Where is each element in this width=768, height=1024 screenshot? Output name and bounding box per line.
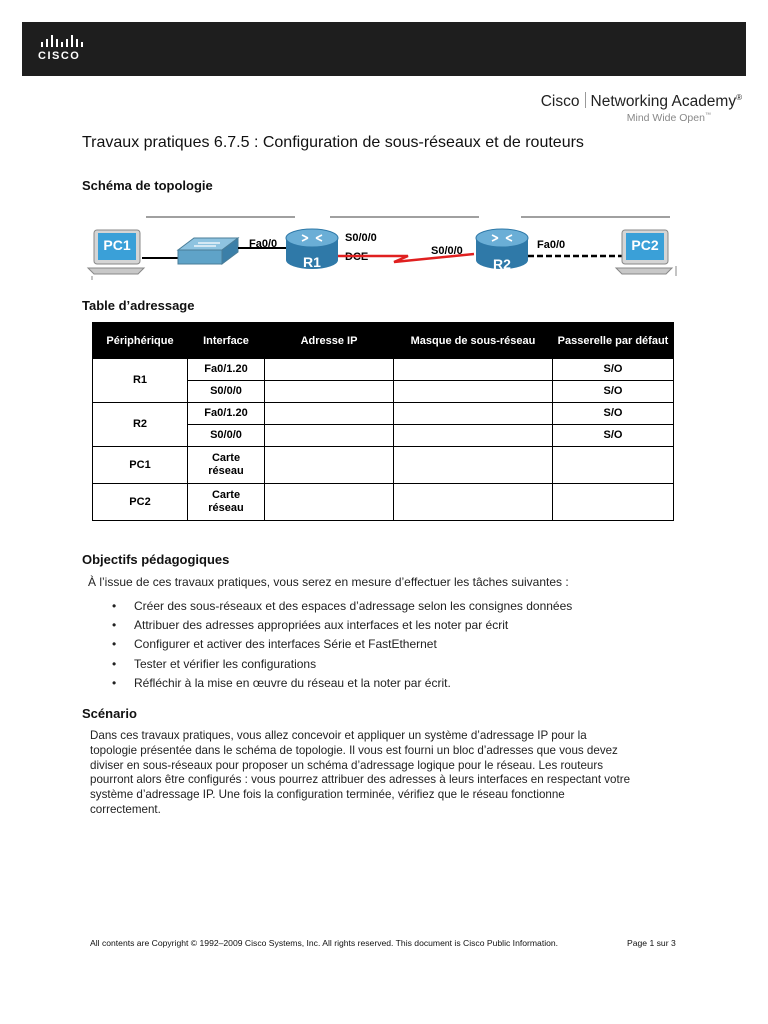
r1-label: R1 [303, 254, 321, 270]
ip-cell [265, 447, 394, 484]
interface-cell: Fa0/1.20 [188, 359, 265, 381]
mask-cell [394, 447, 553, 484]
gateway-cell: S/O [553, 359, 674, 381]
cisco-logo [38, 35, 90, 65]
list-item [112, 637, 572, 656]
col-mask: Masque de sous-réseau [394, 323, 553, 359]
interface-cell: Carte réseau [188, 484, 265, 521]
r1-fa-label: Fa0/0 [249, 238, 278, 250]
ip-cell [265, 359, 394, 381]
mask-cell [394, 403, 553, 425]
table-row [93, 447, 674, 484]
scenario-line: topologie présentée dans le schéma de topologie. Il vous est fourni un bloc d’adresses que vous devez [90, 743, 618, 757]
gateway-cell: S/O [553, 381, 674, 403]
scenario-line: correctement. [90, 802, 161, 816]
topology-diagram [82, 210, 690, 288]
bullet: • [112, 656, 117, 671]
interface-cell: S0/0/0 [188, 381, 265, 403]
gateway-cell [553, 484, 674, 521]
list-item [112, 676, 572, 695]
objectives-intro: À l’issue de ces travaux pratiques, vous serez en mesure d’effectuer les tâches suivantes : [88, 575, 569, 589]
ip-cell [265, 381, 394, 403]
list-item-text: Configurer et activer des interfaces Série et FastEthernet [134, 637, 437, 652]
ip-cell [265, 484, 394, 521]
r2-fa-label: Fa0/0 [537, 239, 566, 251]
gateway-cell [553, 447, 674, 484]
ip-cell [265, 403, 394, 425]
col-gateway: Passerelle par défaut [553, 323, 674, 359]
ip-cell [265, 425, 394, 447]
bullet: • [112, 618, 117, 633]
r1-serial-label: S0/0/0 [345, 232, 377, 244]
table-row [93, 359, 674, 381]
list-item-text: Attribuer des adresses appropriées aux interfaces et les noter par écrit [134, 618, 509, 633]
list-item [112, 599, 572, 618]
page-title: Travaux pratiques 6.7.5 : Configuration de sous-réseaux et de routeurs [82, 134, 584, 151]
mask-cell [394, 381, 553, 403]
footer-copyright: All contents are Copyright © 1992–2009 Cisco Systems, Inc. All rights reserved. This document is Cisco Public Information. [90, 938, 559, 948]
academy-tagline: Mind Wide Open [626, 112, 705, 124]
bullet: • [112, 599, 117, 613]
interface-cell: S0/0/0 [188, 425, 265, 447]
academy-mark: ® [736, 92, 742, 102]
gateway-cell: S/O [553, 403, 674, 425]
col-device: Périphérique [93, 323, 188, 359]
table-row [93, 484, 674, 521]
table-row [93, 403, 674, 425]
col-interface: Interface [188, 323, 265, 359]
r2-label: R2 [493, 256, 511, 272]
scenario-line: système d’adressage IP. Une fois la configuration terminée, vérifiez que le réseau fonctionne [90, 788, 565, 802]
device-cell: R1 [93, 359, 188, 403]
addressing-heading: Table d’adressage [82, 298, 195, 313]
scenario-line: pourront alors être configurés : vous pourrez attribuer des adresses à leurs interfaces en respectant votre [90, 773, 631, 787]
scenario-heading: Scénario [82, 706, 137, 721]
academy-tagline-mark: ™ [704, 112, 711, 119]
objectives-list [112, 599, 572, 695]
device-cell: PC2 [93, 484, 188, 521]
device-cell: PC1 [93, 447, 188, 484]
scenario-text [90, 729, 686, 818]
academy-name: Networking Academy [590, 93, 737, 110]
list-item-text: Créer des sous-réseaux et des espaces d’adressage selon les consignes données [134, 599, 573, 613]
topology-heading: Schéma de topologie [82, 178, 213, 193]
list-item [112, 657, 572, 676]
bullet: • [112, 637, 117, 652]
scenario-line: diviser en sous-réseaux pour proposer un schéma d’adressage logique pour le réseau. Les routeurs [90, 758, 604, 772]
list-item [112, 618, 572, 637]
gateway-cell: S/O [553, 425, 674, 447]
device-cell: R2 [93, 403, 188, 447]
header-bar [22, 22, 746, 76]
academy-logo [541, 92, 742, 124]
pc2-label: PC2 [631, 237, 659, 253]
interface-cell: Fa0/1.20 [188, 403, 265, 425]
r2-serial-label: S0/0/0 [431, 245, 463, 257]
col-ip: Adresse IP [265, 323, 394, 359]
dce-label: DCE [345, 251, 369, 263]
mask-cell [394, 359, 553, 381]
cisco-logo-text: CISCO [38, 50, 81, 62]
list-item-text: Réfléchir à la mise en œuvre du réseau et la noter par écrit. [134, 675, 451, 690]
table-header-row [93, 323, 674, 359]
page-number: Page 1 sur 3 [627, 938, 676, 948]
list-item-text: Tester et vérifier les configurations [134, 656, 317, 671]
cisco-bars-icon [41, 35, 90, 47]
scenario-line: Dans ces travaux pratiques, vous allez concevoir et appliquer un système d’adressage IP pour la [90, 729, 587, 742]
pc1-label: PC1 [103, 237, 131, 253]
mask-cell [394, 484, 553, 521]
addressing-table [92, 322, 674, 521]
bullet: • [112, 675, 117, 690]
mask-cell [394, 425, 553, 447]
interface-cell: Carte réseau [188, 447, 265, 484]
academy-brand: Cisco [540, 93, 580, 110]
objectives-heading: Objectifs pédagogiques [82, 552, 230, 567]
switch-icon [178, 238, 238, 264]
